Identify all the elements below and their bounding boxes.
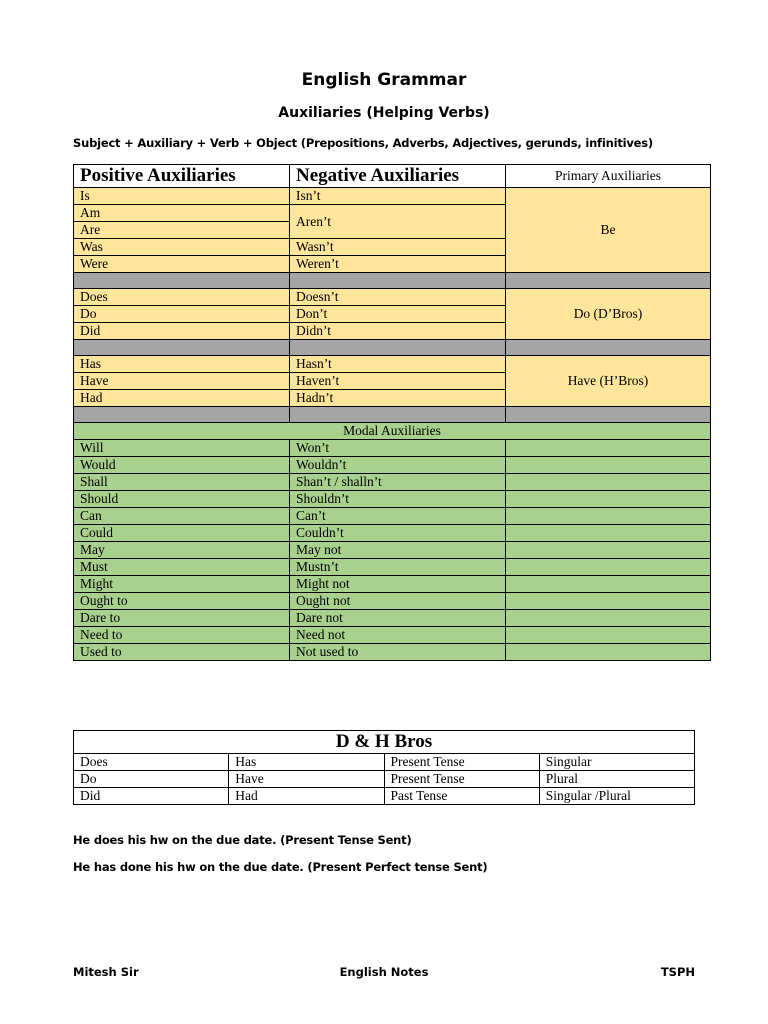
header-positive: Positive Auxiliaries — [74, 165, 290, 188]
negative-cell: Weren’t — [290, 256, 506, 273]
table-row — [74, 525, 711, 542]
separator-row — [74, 273, 711, 289]
empty-cell — [506, 559, 711, 576]
table-cell: Plural — [539, 771, 694, 788]
positive-cell: Is — [74, 188, 290, 205]
table-cell: Singular — [539, 754, 694, 771]
modal-rows — [74, 440, 711, 661]
table-cell: Past Tense — [384, 788, 539, 805]
empty-cell — [506, 457, 711, 474]
table-row — [74, 356, 711, 373]
positive-cell: Were — [74, 256, 290, 273]
table-cell: Present Tense — [384, 754, 539, 771]
example-sentence-present: He does his hw on the due date. (Present Tense Sent) — [73, 833, 412, 847]
negative-cell: Need not — [290, 627, 506, 644]
negative-cell: May not — [290, 542, 506, 559]
empty-cell — [506, 508, 711, 525]
positive-cell: Am — [74, 205, 290, 222]
footer-center: English Notes — [339, 965, 429, 979]
positive-cell: Dare to — [74, 610, 290, 627]
table-row — [74, 644, 711, 661]
positive-cell: Might — [74, 576, 290, 593]
empty-cell — [506, 440, 711, 457]
positive-cell: Are — [74, 222, 290, 239]
empty-cell — [506, 542, 711, 559]
positive-cell: Shall — [74, 474, 290, 491]
table-row — [74, 610, 711, 627]
empty-cell — [506, 576, 711, 593]
bros-rows — [74, 754, 695, 805]
positive-cell: Need to — [74, 627, 290, 644]
document-title: English Grammar — [301, 70, 467, 90]
modal-label: Modal Auxiliaries — [74, 423, 711, 440]
negative-cell: Wouldn’t — [290, 457, 506, 474]
negative-cell: Shan’t / shalln’t — [290, 474, 506, 491]
empty-cell — [506, 491, 711, 508]
separator-row — [74, 340, 711, 356]
group-label-be: Be — [506, 188, 711, 273]
table-cell: Have — [229, 771, 384, 788]
group-label-do: Do (D’Bros) — [506, 289, 711, 340]
empty-cell — [506, 474, 711, 491]
positive-cell: Ought to — [74, 593, 290, 610]
table-row — [74, 457, 711, 474]
table-row — [74, 542, 711, 559]
empty-cell — [506, 525, 711, 542]
d-h-bros-table — [73, 730, 695, 805]
positive-cell: Does — [74, 289, 290, 306]
negative-cell: Doesn’t — [290, 289, 506, 306]
positive-cell: May — [74, 542, 290, 559]
empty-cell — [506, 593, 711, 610]
negative-cell: Aren’t — [290, 205, 506, 239]
negative-cell: Might not — [290, 576, 506, 593]
negative-cell: Hasn’t — [290, 356, 506, 373]
positive-cell: Was — [74, 239, 290, 256]
positive-cell: Did — [74, 323, 290, 340]
negative-cell: Won’t — [290, 440, 506, 457]
table-row — [74, 754, 695, 771]
group-label-have: Have (H’Bros) — [506, 356, 711, 407]
positive-cell: Had — [74, 390, 290, 407]
auxiliaries-table — [73, 164, 711, 661]
positive-cell: Can — [74, 508, 290, 525]
empty-cell — [506, 627, 711, 644]
negative-cell: Dare not — [290, 610, 506, 627]
table-header-row — [74, 165, 711, 188]
table-cell: Does — [74, 754, 229, 771]
negative-cell: Isn’t — [290, 188, 506, 205]
table-cell: Present Tense — [384, 771, 539, 788]
table-row — [74, 627, 711, 644]
table-row — [74, 576, 711, 593]
document-subtitle: Auxiliaries (Helping Verbs) — [278, 105, 490, 121]
positive-cell: Could — [74, 525, 290, 542]
table-row — [74, 188, 711, 205]
table-row — [74, 771, 695, 788]
table-row — [74, 440, 711, 457]
negative-cell: Mustn’t — [290, 559, 506, 576]
empty-cell — [506, 610, 711, 627]
positive-cell: Used to — [74, 644, 290, 661]
table-cell: Do — [74, 771, 229, 788]
table-row — [74, 559, 711, 576]
positive-cell: Will — [74, 440, 290, 457]
table-cell: Had — [229, 788, 384, 805]
header-negative: Negative Auxiliaries — [290, 165, 506, 188]
table-row — [74, 593, 711, 610]
bros-title: D & H Bros — [74, 731, 695, 754]
negative-cell: Couldn’t — [290, 525, 506, 542]
positive-cell: Should — [74, 491, 290, 508]
separator-row — [74, 407, 711, 423]
table-cell: Singular /Plural — [539, 788, 694, 805]
positive-cell: Do — [74, 306, 290, 323]
positive-cell: Have — [74, 373, 290, 390]
negative-cell: Don’t — [290, 306, 506, 323]
positive-cell: Has — [74, 356, 290, 373]
negative-cell: Didn’t — [290, 323, 506, 340]
footer-right: TSPH — [660, 965, 695, 979]
table-row — [74, 491, 711, 508]
negative-cell: Can’t — [290, 508, 506, 525]
table-cell: Did — [74, 788, 229, 805]
negative-cell: Ought not — [290, 593, 506, 610]
header-primary: Primary Auxiliaries — [506, 165, 711, 188]
table-row — [74, 788, 695, 805]
negative-cell: Not used to — [290, 644, 506, 661]
modal-header-row — [74, 423, 711, 440]
positive-cell: Would — [74, 457, 290, 474]
negative-cell: Hadn’t — [290, 390, 506, 407]
example-sentence-present-perfect: He has done his hw on the due date. (Present Perfect tense Sent) — [73, 860, 488, 874]
negative-cell: Shouldn’t — [290, 491, 506, 508]
table-row — [74, 289, 711, 306]
table-row — [74, 474, 711, 491]
negative-cell: Haven’t — [290, 373, 506, 390]
empty-cell — [506, 644, 711, 661]
bros-title-row — [74, 731, 695, 754]
table-row — [74, 508, 711, 525]
negative-cell: Wasn’t — [290, 239, 506, 256]
table-cell: Has — [229, 754, 384, 771]
footer-left: Mitesh Sir — [73, 965, 139, 979]
sentence-formula: Subject + Auxiliary + Verb + Object (Prepositions, Adverbs, Adjectives, gerunds, infinitives) — [73, 136, 653, 150]
positive-cell: Must — [74, 559, 290, 576]
